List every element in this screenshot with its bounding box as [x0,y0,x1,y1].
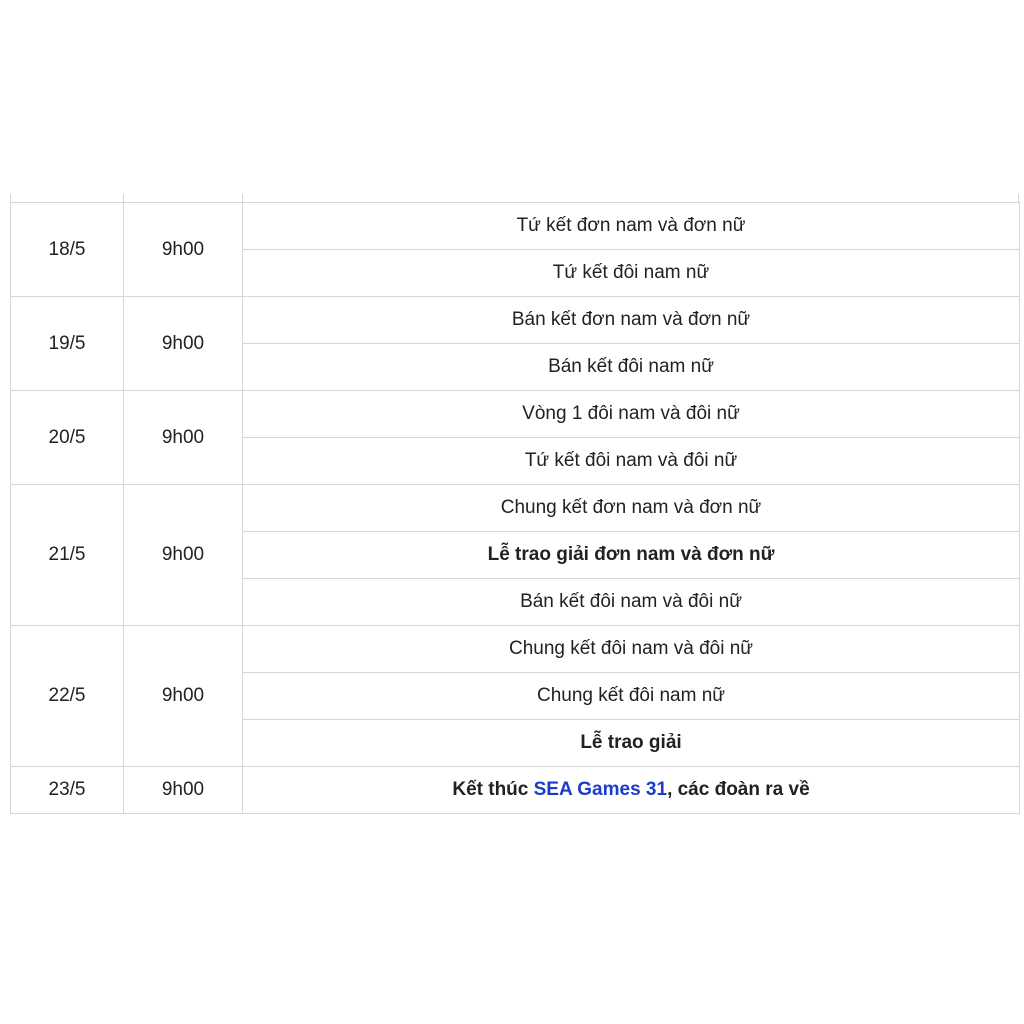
event-cell: Tứ kết đơn nam và đơn nữ [243,203,1020,250]
event-cell: Chung kết đơn nam và đơn nữ [243,485,1020,532]
time-cell: 9h00 [124,297,243,391]
date-cell: 21/5 [11,485,124,626]
table-row [11,297,1020,344]
cut-col-date [10,194,123,202]
event-cell: Chung kết đôi nam và đôi nữ [243,626,1020,673]
event-cell: Bán kết đôi nam và đôi nữ [243,579,1020,626]
time-cell: 9h00 [124,626,243,767]
time-cell: 9h00 [124,391,243,485]
table-row [11,203,1020,250]
event-cell: Chung kết đôi nam nữ [243,673,1020,720]
schedule-table [10,202,1020,814]
schedule-table-wrapper [10,194,1019,814]
cut-col-time [123,194,242,202]
table-row [11,485,1020,532]
sea-games-link[interactable]: SEA Games 31 [533,779,668,800]
event-cell: Vòng 1 đôi nam và đôi nữ [243,391,1020,438]
event-cell-award: Lễ trao giải [243,720,1020,767]
table-row [11,767,1020,814]
table-row [11,626,1020,673]
event-cell: Bán kết đơn nam và đơn nữ [243,297,1020,344]
date-cell: 20/5 [11,391,124,485]
closing-text-prefix: Kết thúc [452,779,534,800]
time-cell: 9h00 [124,203,243,297]
date-cell: 18/5 [11,203,124,297]
cut-col-event [242,194,1019,202]
time-cell: 9h00 [124,767,243,814]
date-cell: 22/5 [11,626,124,767]
event-cell: Tứ kết đôi nam nữ [243,250,1020,297]
date-cell: 23/5 [11,767,124,814]
closing-text-suffix: , các đoàn ra về [667,779,810,800]
table-row [11,391,1020,438]
time-cell: 9h00 [124,485,243,626]
date-cell: 19/5 [11,297,124,391]
event-cell: Bán kết đôi nam nữ [243,344,1020,391]
event-cell-award: Lễ trao giải đơn nam và đơn nữ [243,532,1020,579]
table-cut-top [10,194,1019,202]
event-cell: Tứ kết đôi nam và đôi nữ [243,438,1020,485]
event-cell-closing [243,767,1020,814]
